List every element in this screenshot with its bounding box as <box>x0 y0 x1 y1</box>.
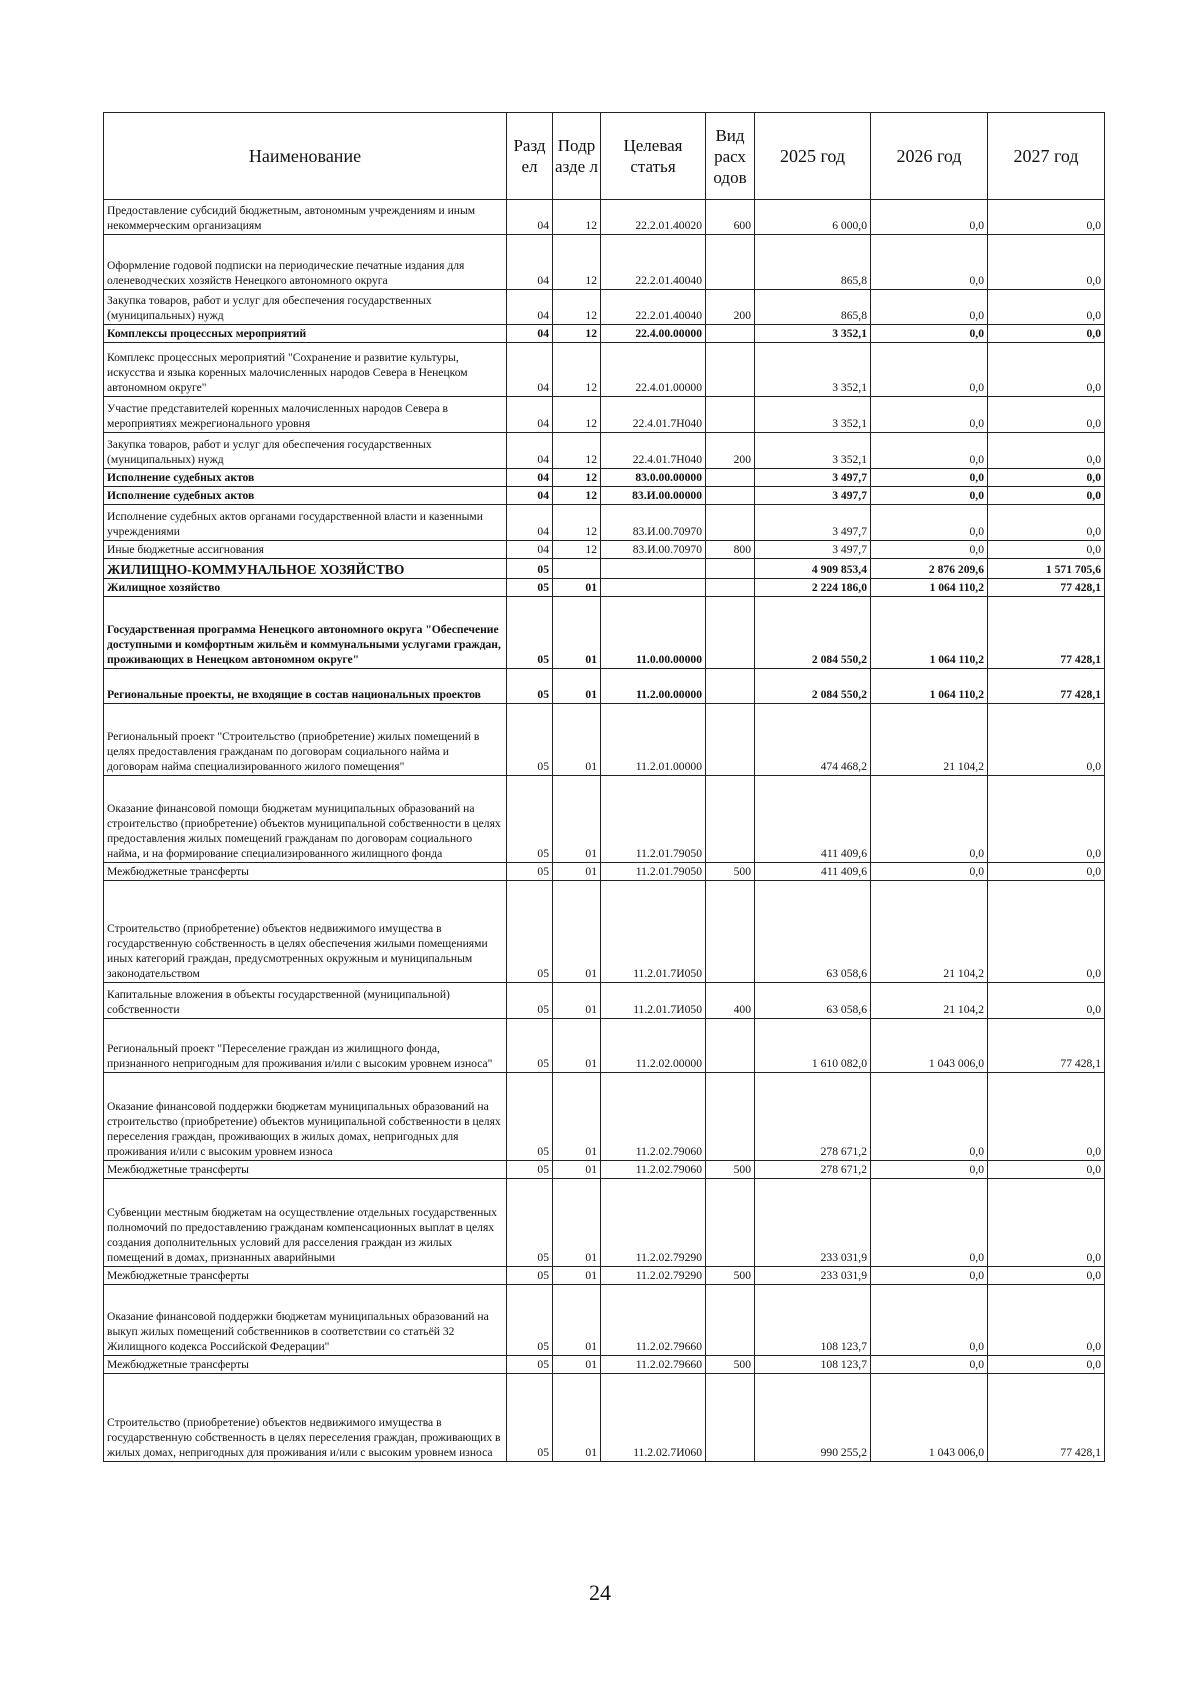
row-target: 22.2.01.40020 <box>601 200 706 235</box>
table-row <box>104 1019 1105 1073</box>
row-subsection: 01 <box>553 1179 601 1267</box>
table-row <box>104 505 1105 541</box>
row-subsection: 12 <box>553 325 601 343</box>
table-row <box>104 433 1105 469</box>
table-row <box>104 559 1105 579</box>
row-2026: 0,0 <box>871 487 988 505</box>
row-2027: 0,0 <box>988 1285 1105 1356</box>
row-subsection: 01 <box>553 983 601 1019</box>
row-section: 05 <box>507 776 553 863</box>
header-name: Наименование <box>104 113 507 200</box>
row-expense-type: 200 <box>706 290 755 325</box>
row-target: 22.4.01.00000 <box>601 343 706 397</box>
row-2025: 108 123,7 <box>755 1356 871 1374</box>
row-section: 04 <box>507 469 553 487</box>
row-2027: 0,0 <box>988 505 1105 541</box>
row-2027: 0,0 <box>988 1267 1105 1285</box>
row-section: 05 <box>507 1073 553 1161</box>
row-2025: 108 123,7 <box>755 1285 871 1356</box>
row-target: 11.2.02.79660 <box>601 1356 706 1374</box>
row-target: 11.2.01.00000 <box>601 704 706 776</box>
row-target: 83.И.00.70970 <box>601 541 706 559</box>
table-row <box>104 1356 1105 1374</box>
row-expense-type <box>706 597 755 669</box>
row-target: 22.2.01.40040 <box>601 235 706 290</box>
row-2026: 0,0 <box>871 235 988 290</box>
row-2026: 0,0 <box>871 325 988 343</box>
row-section: 04 <box>507 541 553 559</box>
row-name: Оказание финансовой помощи бюджетам муниципальных образований на строительство (приобретение) объектов муниципальной собственности в целях предоставления жилых помещений гражданам по договорам социального найма, и на формирование специализированного жилищного фонда <box>104 776 507 863</box>
row-name: Оформление годовой подписки на периодические печатные издания для оленеводческих хозяйств Ненецкого автономного округа <box>104 235 507 290</box>
row-subsection: 01 <box>553 1356 601 1374</box>
row-2026: 21 104,2 <box>871 983 988 1019</box>
row-target: 11.0.00.00000 <box>601 597 706 669</box>
row-subsection: 12 <box>553 343 601 397</box>
row-subsection: 12 <box>553 397 601 433</box>
row-2027: 0,0 <box>988 433 1105 469</box>
row-target: 11.2.02.79660 <box>601 1285 706 1356</box>
row-2025: 278 671,2 <box>755 1073 871 1161</box>
table-row <box>104 290 1105 325</box>
table-row <box>104 597 1105 669</box>
row-target: 83.И.00.70970 <box>601 505 706 541</box>
table-row <box>104 325 1105 343</box>
row-2026: 0,0 <box>871 397 988 433</box>
row-2026: 1 043 006,0 <box>871 1019 988 1073</box>
row-section: 05 <box>507 579 553 597</box>
row-2026: 0,0 <box>871 1161 988 1179</box>
row-expense-type <box>706 397 755 433</box>
row-subsection: 01 <box>553 1285 601 1356</box>
row-section: 05 <box>507 704 553 776</box>
table-row <box>104 1073 1105 1161</box>
row-name: Закупка товаров, работ и услуг для обеспечения государственных (муниципальных) нужд <box>104 433 507 469</box>
row-name: Региональный проект "Строительство (приобретение) жилых помещений в целях предоставления гражданам по договорам социального найма и договорам найма специализированного жилого помещения" <box>104 704 507 776</box>
row-subsection: 01 <box>553 1374 601 1462</box>
row-target: 11.2.02.79290 <box>601 1267 706 1285</box>
row-2025: 411 409,6 <box>755 776 871 863</box>
row-2025: 3 497,7 <box>755 487 871 505</box>
row-subsection: 01 <box>553 669 601 704</box>
row-subsection: 12 <box>553 505 601 541</box>
row-2027: 0,0 <box>988 1356 1105 1374</box>
row-2026: 0,0 <box>871 1267 988 1285</box>
row-2025: 3 352,1 <box>755 343 871 397</box>
row-name: Межбюджетные трансферты <box>104 863 507 881</box>
row-2025: 278 671,2 <box>755 1161 871 1179</box>
row-name: Участие представителей коренных малочисленных народов Севера в мероприятиях межрегионального уровня <box>104 397 507 433</box>
row-expense-type <box>706 881 755 983</box>
row-2027: 77 428,1 <box>988 1019 1105 1073</box>
row-expense-type: 600 <box>706 200 755 235</box>
header-2027: 2027 год <box>988 113 1105 200</box>
row-expense-type <box>706 1285 755 1356</box>
row-2027: 0,0 <box>988 397 1105 433</box>
row-2025: 233 031,9 <box>755 1179 871 1267</box>
row-target: 11.2.02.79290 <box>601 1179 706 1267</box>
row-section: 05 <box>507 1267 553 1285</box>
row-expense-type <box>706 579 755 597</box>
row-name: Строительство (приобретение) объектов недвижимого имущества в государственную собственность в целях переселения граждан, проживающих в жилых домах, непригодных для проживания и/или с высоким уровнем износа <box>104 1374 507 1462</box>
row-2026: 0,0 <box>871 1285 988 1356</box>
row-target: 11.2.02.00000 <box>601 1019 706 1073</box>
row-2025: 6 000,0 <box>755 200 871 235</box>
row-target <box>601 559 706 579</box>
row-target: 11.2.01.79050 <box>601 863 706 881</box>
table-row <box>104 881 1105 983</box>
row-2027: 77 428,1 <box>988 579 1105 597</box>
row-name: Региональный проект "Переселение граждан из жилищного фонда, признанного непригодным для проживания и/или с высоким уровнем износа" <box>104 1019 507 1073</box>
row-target: 11.2.01.79050 <box>601 776 706 863</box>
table-row <box>104 469 1105 487</box>
row-2025: 865,8 <box>755 235 871 290</box>
row-2027: 0,0 <box>988 983 1105 1019</box>
row-expense-type: 500 <box>706 1161 755 1179</box>
row-2027: 0,0 <box>988 704 1105 776</box>
row-2025: 1 610 082,0 <box>755 1019 871 1073</box>
row-2026: 0,0 <box>871 433 988 469</box>
header-subsection: Подр азде л <box>553 113 601 200</box>
row-expense-type <box>706 1019 755 1073</box>
table-row <box>104 200 1105 235</box>
row-section: 05 <box>507 1019 553 1073</box>
row-2026: 21 104,2 <box>871 704 988 776</box>
row-section: 04 <box>507 200 553 235</box>
row-expense-type: 800 <box>706 541 755 559</box>
row-section: 05 <box>507 881 553 983</box>
row-2026: 0,0 <box>871 863 988 881</box>
row-section: 05 <box>507 863 553 881</box>
row-2026: 0,0 <box>871 1356 988 1374</box>
row-target: 22.2.01.40040 <box>601 290 706 325</box>
row-name: Строительство (приобретение) объектов недвижимого имущества в государственную собственность в целях обеспечения жилыми помещениями иных категорий граждан, предусмотренных окружным и муниципальным законодательством <box>104 881 507 983</box>
row-subsection: 01 <box>553 1019 601 1073</box>
row-2025: 3 352,1 <box>755 397 871 433</box>
row-2025: 3 497,7 <box>755 505 871 541</box>
row-section: 04 <box>507 397 553 433</box>
row-target: 83.0.00.00000 <box>601 469 706 487</box>
row-expense-type <box>706 469 755 487</box>
row-expense-type: 200 <box>706 433 755 469</box>
row-subsection: 01 <box>553 863 601 881</box>
row-name: Предоставление субсидий бюджетным, автономным учреждениям и иным некоммерческим организациям <box>104 200 507 235</box>
row-2026: 0,0 <box>871 505 988 541</box>
row-2027: 0,0 <box>988 881 1105 983</box>
row-target: 11.2.02.79060 <box>601 1073 706 1161</box>
row-expense-type: 500 <box>706 1356 755 1374</box>
row-subsection: 01 <box>553 1073 601 1161</box>
row-2027: 0,0 <box>988 469 1105 487</box>
row-2025: 3 352,1 <box>755 325 871 343</box>
row-name: Жилищное хозяйство <box>104 579 507 597</box>
row-2027: 0,0 <box>988 1073 1105 1161</box>
row-expense-type <box>706 704 755 776</box>
row-expense-type <box>706 1073 755 1161</box>
row-2025: 2 224 186,0 <box>755 579 871 597</box>
row-name: Капитальные вложения в объекты государственной (муниципальной) собственности <box>104 983 507 1019</box>
row-target: 11.2.01.7И050 <box>601 881 706 983</box>
header-expense-type: Вид расх одов <box>706 113 755 200</box>
row-2027: 0,0 <box>988 200 1105 235</box>
row-2026: 0,0 <box>871 776 988 863</box>
row-section: 04 <box>507 290 553 325</box>
row-target: 11.2.01.7И050 <box>601 983 706 1019</box>
row-2027: 0,0 <box>988 776 1105 863</box>
row-name: ЖИЛИЩНО-КОММУНАЛЬНОЕ ХОЗЯЙСТВО <box>104 559 507 579</box>
table-row <box>104 397 1105 433</box>
row-2027: 0,0 <box>988 235 1105 290</box>
table-row <box>104 579 1105 597</box>
row-2025: 4 909 853,4 <box>755 559 871 579</box>
row-2025: 3 352,1 <box>755 433 871 469</box>
table-header-row <box>104 113 1105 200</box>
row-name: Субвенции местным бюджетам на осуществление отдельных государственных полномочий по предоставлению гражданам компенсационных выплат в целях создания дополнительных условий для расселения граждан из жилых помещений в домах, признанных аварийными <box>104 1179 507 1267</box>
row-2027: 0,0 <box>988 1179 1105 1267</box>
row-subsection: 01 <box>553 776 601 863</box>
row-2027: 0,0 <box>988 863 1105 881</box>
row-2026: 1 064 110,2 <box>871 579 988 597</box>
row-2026: 0,0 <box>871 469 988 487</box>
row-section: 04 <box>507 487 553 505</box>
row-2027: 0,0 <box>988 487 1105 505</box>
row-target: 22.4.01.7Н040 <box>601 397 706 433</box>
row-subsection: 01 <box>553 579 601 597</box>
row-2027: 77 428,1 <box>988 1374 1105 1462</box>
row-target: 22.4.01.7Н040 <box>601 433 706 469</box>
row-name: Исполнение судебных актов <box>104 487 507 505</box>
row-2025: 865,8 <box>755 290 871 325</box>
row-name: Исполнение судебных актов <box>104 469 507 487</box>
row-section: 04 <box>507 433 553 469</box>
row-name: Оказание финансовой поддержки бюджетам муниципальных образований на выкуп жилых помещений собственников в соответствии со статьёй 32 Жилищного кодекса Российской Федерации" <box>104 1285 507 1356</box>
row-subsection: 01 <box>553 1161 601 1179</box>
row-name: Межбюджетные трансферты <box>104 1267 507 1285</box>
row-target: 11.2.02.7И060 <box>601 1374 706 1462</box>
row-expense-type <box>706 505 755 541</box>
table-row <box>104 541 1105 559</box>
row-name: Комплекс процессных мероприятий "Сохранение и развитие культуры, искусства и языка коренных малочисленных народов Севера в Ненецком автономном округе" <box>104 343 507 397</box>
row-subsection: 12 <box>553 290 601 325</box>
row-2027: 0,0 <box>988 343 1105 397</box>
row-2025: 233 031,9 <box>755 1267 871 1285</box>
row-2025: 63 058,6 <box>755 881 871 983</box>
row-2025: 3 497,7 <box>755 469 871 487</box>
row-name: Закупка товаров, работ и услуг для обеспечения государственных (муниципальных) нужд <box>104 290 507 325</box>
row-target: 22.4.00.00000 <box>601 325 706 343</box>
row-subsection: 01 <box>553 704 601 776</box>
table-row <box>104 1161 1105 1179</box>
row-subsection: 01 <box>553 1267 601 1285</box>
row-section: 05 <box>507 1374 553 1462</box>
row-expense-type: 400 <box>706 983 755 1019</box>
row-expense-type <box>706 487 755 505</box>
row-2026: 2 876 209,6 <box>871 559 988 579</box>
row-section: 05 <box>507 983 553 1019</box>
row-subsection: 12 <box>553 200 601 235</box>
row-section: 04 <box>507 343 553 397</box>
row-2026: 0,0 <box>871 343 988 397</box>
row-2025: 474 468,2 <box>755 704 871 776</box>
row-2025: 2 084 550,2 <box>755 597 871 669</box>
row-2025: 2 084 550,2 <box>755 669 871 704</box>
row-section: 05 <box>507 1356 553 1374</box>
row-subsection: 12 <box>553 487 601 505</box>
table-row <box>104 863 1105 881</box>
row-target: 11.2.02.79060 <box>601 1161 706 1179</box>
row-2026: 0,0 <box>871 1073 988 1161</box>
row-name: Исполнение судебных актов органами государственной власти и казенными учреждениями <box>104 505 507 541</box>
row-name: Региональные проекты, не входящие в состав национальных проектов <box>104 669 507 704</box>
row-2027: 1 571 705,6 <box>988 559 1105 579</box>
row-2027: 0,0 <box>988 290 1105 325</box>
row-expense-type <box>706 235 755 290</box>
row-name: Межбюджетные трансферты <box>104 1356 507 1374</box>
row-2026: 0,0 <box>871 290 988 325</box>
row-section: 05 <box>507 1179 553 1267</box>
header-target: Целевая статья <box>601 113 706 200</box>
table-body <box>104 200 1105 1462</box>
row-subsection <box>553 559 601 579</box>
row-expense-type <box>706 1374 755 1462</box>
row-name: Межбюджетные трансферты <box>104 1161 507 1179</box>
row-name: Оказание финансовой поддержки бюджетам муниципальных образований на строительство (приобретение) объектов муниципальной собственности в целях переселения граждан, проживающих в жилых домах, непригодных для проживания и/или с высоким уровнем износа <box>104 1073 507 1161</box>
row-2025: 63 058,6 <box>755 983 871 1019</box>
row-target <box>601 579 706 597</box>
table-row <box>104 1179 1105 1267</box>
row-section: 04 <box>507 235 553 290</box>
row-expense-type <box>706 559 755 579</box>
row-subsection: 12 <box>553 235 601 290</box>
row-section: 05 <box>507 1285 553 1356</box>
row-section: 04 <box>507 325 553 343</box>
row-2026: 1 043 006,0 <box>871 1374 988 1462</box>
row-subsection: 01 <box>553 597 601 669</box>
row-2027: 0,0 <box>988 1161 1105 1179</box>
row-subsection: 12 <box>553 541 601 559</box>
row-expense-type <box>706 669 755 704</box>
row-name: Иные бюджетные ассигнования <box>104 541 507 559</box>
row-2025: 990 255,2 <box>755 1374 871 1462</box>
row-expense-type <box>706 776 755 863</box>
row-name: Комплексы процессных мероприятий <box>104 325 507 343</box>
header-2025: 2025 год <box>755 113 871 200</box>
table-row <box>104 669 1105 704</box>
table-row <box>104 235 1105 290</box>
row-subsection: 01 <box>553 881 601 983</box>
row-2026: 1 064 110,2 <box>871 597 988 669</box>
row-expense-type <box>706 325 755 343</box>
row-2026: 0,0 <box>871 200 988 235</box>
row-2027: 77 428,1 <box>988 669 1105 704</box>
header-2026: 2026 год <box>871 113 988 200</box>
row-expense-type <box>706 343 755 397</box>
table-row <box>104 343 1105 397</box>
row-2027: 0,0 <box>988 325 1105 343</box>
table-row <box>104 776 1105 863</box>
row-2027: 77 428,1 <box>988 597 1105 669</box>
row-2026: 0,0 <box>871 1179 988 1267</box>
row-2027: 0,0 <box>988 541 1105 559</box>
row-section: 05 <box>507 669 553 704</box>
budget-table <box>103 112 1105 1462</box>
row-target: 11.2.00.00000 <box>601 669 706 704</box>
row-2026: 1 064 110,2 <box>871 669 988 704</box>
page-number: 24 <box>589 1580 611 1605</box>
row-expense-type: 500 <box>706 1267 755 1285</box>
row-2025: 411 409,6 <box>755 863 871 881</box>
row-name: Государственная программа Ненецкого автономного округа "Обеспечение доступными и комфортным жильём и коммунальными услугами граждан, проживающих в Ненецком автономном округе" <box>104 597 507 669</box>
row-expense-type <box>706 1179 755 1267</box>
row-subsection: 12 <box>553 469 601 487</box>
row-section: 05 <box>507 559 553 579</box>
row-2026: 0,0 <box>871 541 988 559</box>
row-section: 05 <box>507 1161 553 1179</box>
row-2025: 3 497,7 <box>755 541 871 559</box>
row-subsection: 12 <box>553 433 601 469</box>
row-section: 04 <box>507 505 553 541</box>
table-row <box>104 983 1105 1019</box>
table-row <box>104 704 1105 776</box>
row-target: 83.И.00.00000 <box>601 487 706 505</box>
table-row <box>104 1374 1105 1462</box>
table-row <box>104 1285 1105 1356</box>
table-row <box>104 487 1105 505</box>
table-row <box>104 1267 1105 1285</box>
row-2026: 21 104,2 <box>871 881 988 983</box>
header-section: Разд ел <box>507 113 553 200</box>
row-section: 05 <box>507 597 553 669</box>
row-expense-type: 500 <box>706 863 755 881</box>
